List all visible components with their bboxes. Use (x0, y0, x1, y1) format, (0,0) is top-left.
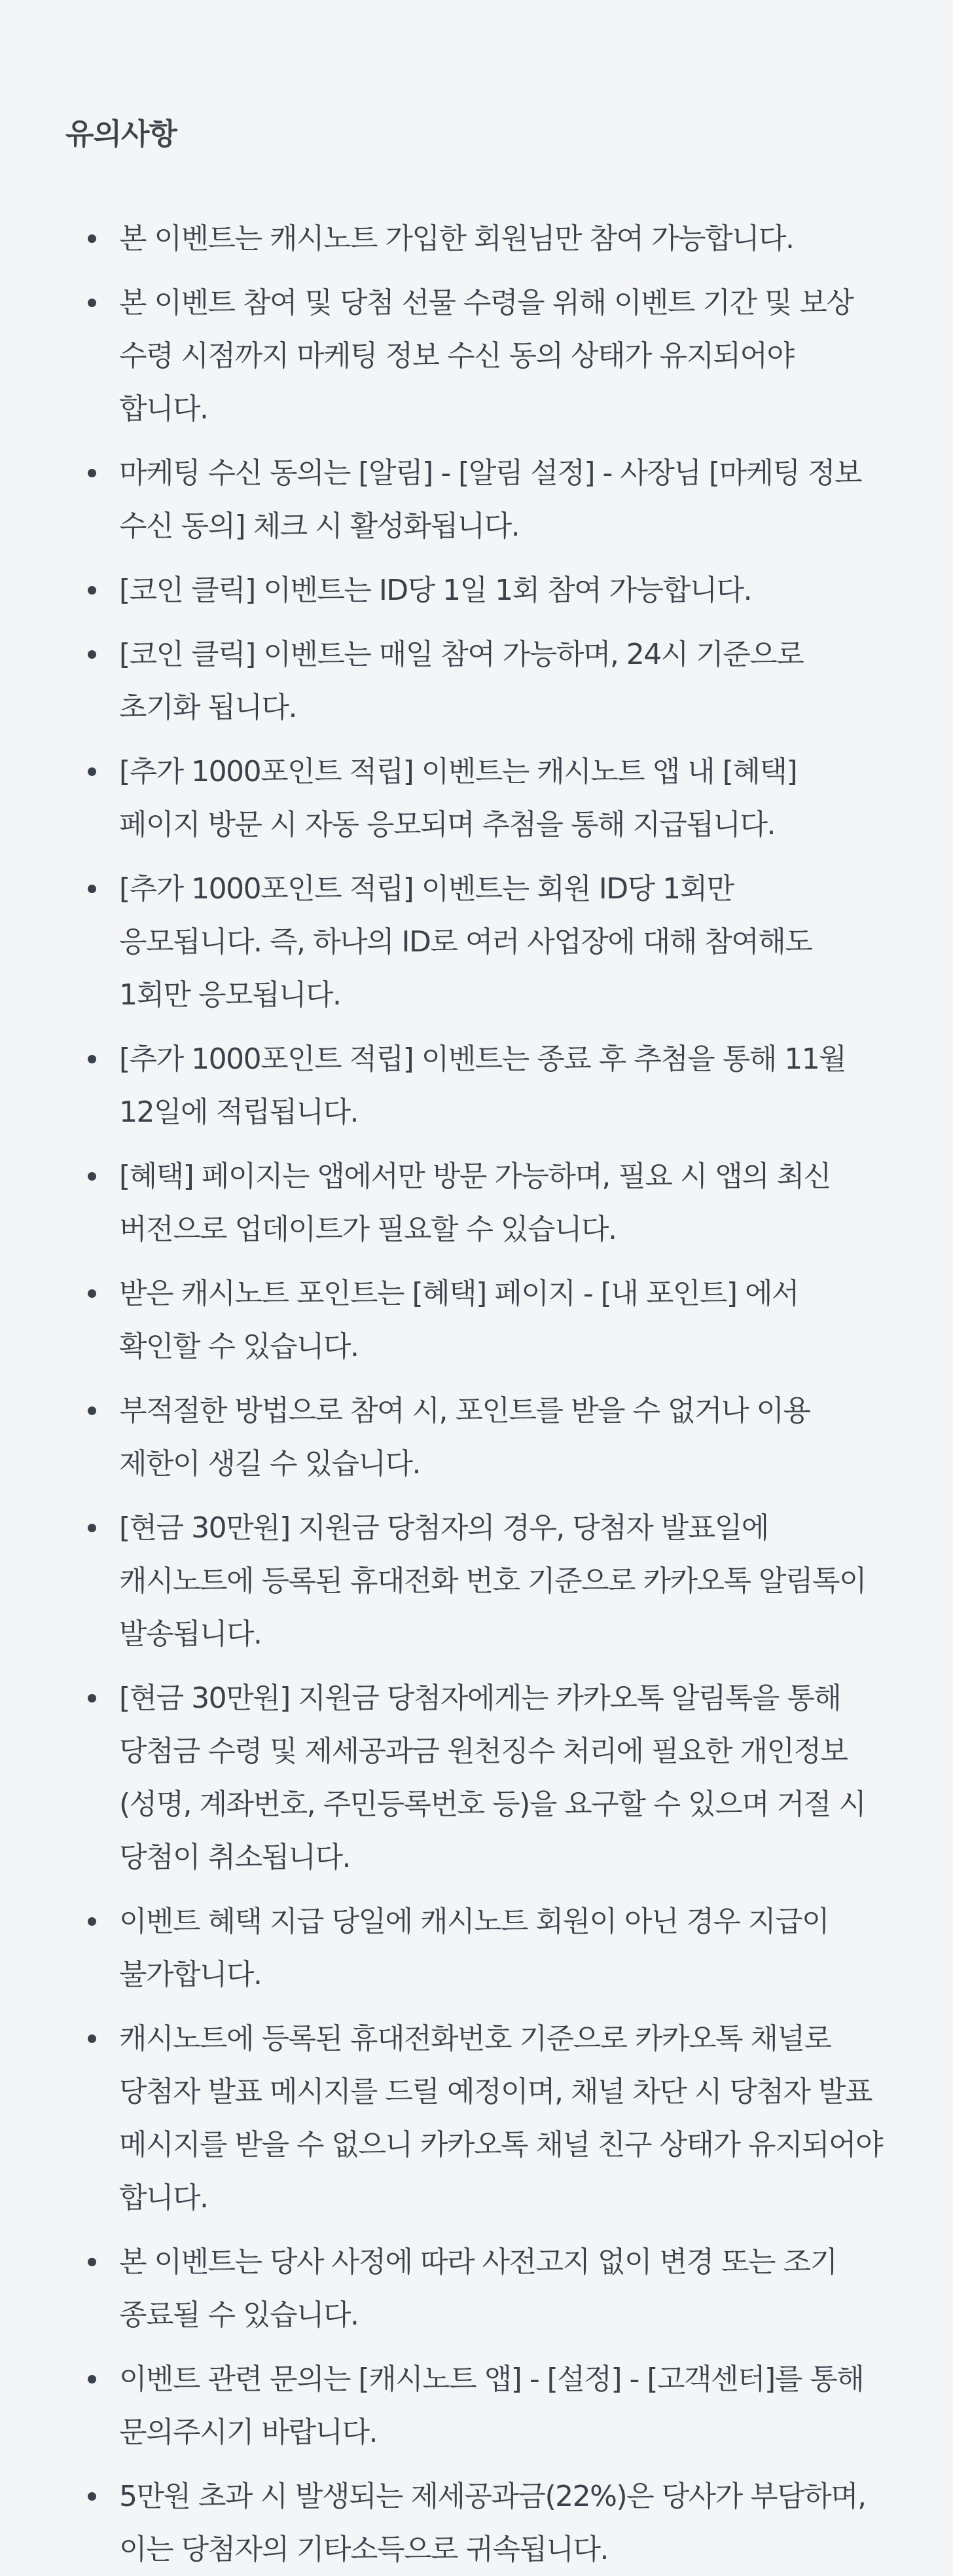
notice-item (65, 2236, 888, 2342)
bullet-dot (88, 885, 96, 893)
notice-item-text: [추가 1000포인트 적립] 이벤트는 캐시노트 앱 내 [혜택] 페이지 방문 시 자동 응모되며 추첨을 통해 지급됩니다. (119, 755, 797, 841)
notice-item-text: 본 이벤트는 캐시노트 가입한 회원님만 참여 가능합니다. (119, 222, 794, 255)
notice-item-text: 캐시노트에 등록된 휴대전화번호 기준으로 카카오톡 채널로 당첨자 발표 메시지를 드릴 예정이며, 채널 차단 시 당첨자 발표 메시지를 받을 수 없으니 카카오톡 채널 친구 상태가 유지되어야 합니다. (119, 2022, 882, 2215)
bullet-dot (88, 1524, 96, 1532)
notice-item (65, 1384, 888, 1490)
notice-item (65, 1672, 888, 1884)
bullet-dot (88, 1917, 96, 1926)
notice-item (65, 1267, 888, 1373)
notice-item (65, 862, 888, 1021)
notice-item (65, 628, 888, 734)
notice-item-text: 부적절한 방법으로 참여 시, 포인트를 받을 수 없거나 이용 제한이 생길 수 있습니다. (119, 1394, 810, 1481)
bullet-dot (88, 2034, 96, 2043)
notice-item (65, 2353, 888, 2459)
notice-item-text: [혜택] 페이지는 앱에서만 방문 가능하며, 필요 시 앱의 최신 버전으로 업데이트가 필요할 수 있습니다. (119, 1160, 831, 1246)
bullet-dot (88, 2258, 96, 2266)
notice-item-text: 본 이벤트는 당사 사정에 따라 사전고지 없이 변경 또는 조기 종료될 수 있습니다. (119, 2245, 837, 2332)
notice-item-text: [현금 30만원] 지원금 당첨자의 경우, 당첨자 발표일에 캐시노트에 등록된 휴대전화 번호 기준으로 카카오톡 알림톡이 발송됩니다. (119, 1511, 867, 1651)
notice-item-text: 마케팅 수신 동의는 [알림] - [알림 설정] - 사장님 [마케팅 정보 수신 동의] 체크 시 활성화됩니다. (119, 456, 862, 543)
bullet-dot (88, 586, 96, 595)
bullet-dot (88, 2492, 96, 2501)
notice-item (65, 276, 888, 435)
notice-title: 유의사항 (65, 117, 177, 151)
notice-item (65, 212, 888, 265)
notice-item (65, 447, 888, 553)
notice-item-text: 이벤트 혜택 지급 당일에 캐시노트 회원이 아닌 경우 지급이 불가합니다. (119, 1905, 829, 1991)
bullet-dot (88, 469, 96, 477)
notice-item-text: 5만원 초과 시 발생되는 제세공과금(22%)은 당사가 부담하며, 이는 당첨자의 기타소득으로 귀속됩니다. (119, 2480, 866, 2566)
bullet-dot (88, 1407, 96, 1415)
notice-item (65, 1501, 888, 1661)
notice-item-text: [추가 1000포인트 적립] 이벤트는 회원 ID당 1회만 응모됩니다. 즉, 하나의 ID로 여러 사업장에 대해 참여해도 1회만 응모됩니다. (119, 872, 812, 1012)
notice-item (65, 1150, 888, 1256)
notice-item (65, 2470, 888, 2576)
bullet-dot (88, 1289, 96, 1298)
bullet-dot (88, 1055, 96, 1063)
notice-item-text: [현금 30만원] 지원금 당첨자에게는 카카오톡 알림톡을 통해 당첨금 수령 및 제세공과금 원천징수 처리에 필요한 개인정보(성명, 계좌번호, 주민등록번호 등)을 요구할 수 있으며 거절 시 당첨이 취소됩니다. (119, 1682, 866, 1874)
bullet-dot (88, 299, 96, 307)
notice-item (65, 1033, 888, 1139)
notice-item-text: [추가 1000포인트 적립] 이벤트는 종료 후 추첨을 통해 11월 12일에 적립됩니다. (119, 1042, 846, 1129)
bullet-dot (88, 1694, 96, 1702)
notice-item (65, 1895, 888, 2001)
notice-item (65, 2012, 888, 2224)
notice-item (65, 745, 888, 851)
notice-item-text: 받은 캐시노트 포인트는 [혜택] 페이지 - [내 포인트] 에서 확인할 수 있습니다. (119, 1277, 799, 1363)
notice-item-text: 본 이벤트 참여 및 당첨 선물 수령을 위해 이벤트 기간 및 보상 수령 시점까지 마케팅 정보 수신 동의 상태가 유지되어야 합니다. (119, 286, 854, 426)
bullet-dot (88, 2375, 96, 2383)
bullet-dot (88, 1172, 96, 1181)
bullet-dot (88, 767, 96, 776)
bullet-dot (88, 650, 96, 659)
notice-item (65, 564, 888, 617)
notice-item-text: [코인 클릭] 이벤트는 ID당 1일 1회 참여 가능합니다. (119, 574, 752, 607)
bullet-dot (88, 234, 96, 243)
notice-item-text: 이벤트 관련 문의는 [캐시노트 앱] - [설정] - [고객센터]를 통해 문의주시기 바랍니다. (119, 2363, 864, 2449)
notice-list (65, 212, 888, 2576)
notice-item-text: [코인 클릭] 이벤트는 매일 참여 가능하며, 24시 기준으로 초기화 됩니다. (119, 638, 804, 724)
